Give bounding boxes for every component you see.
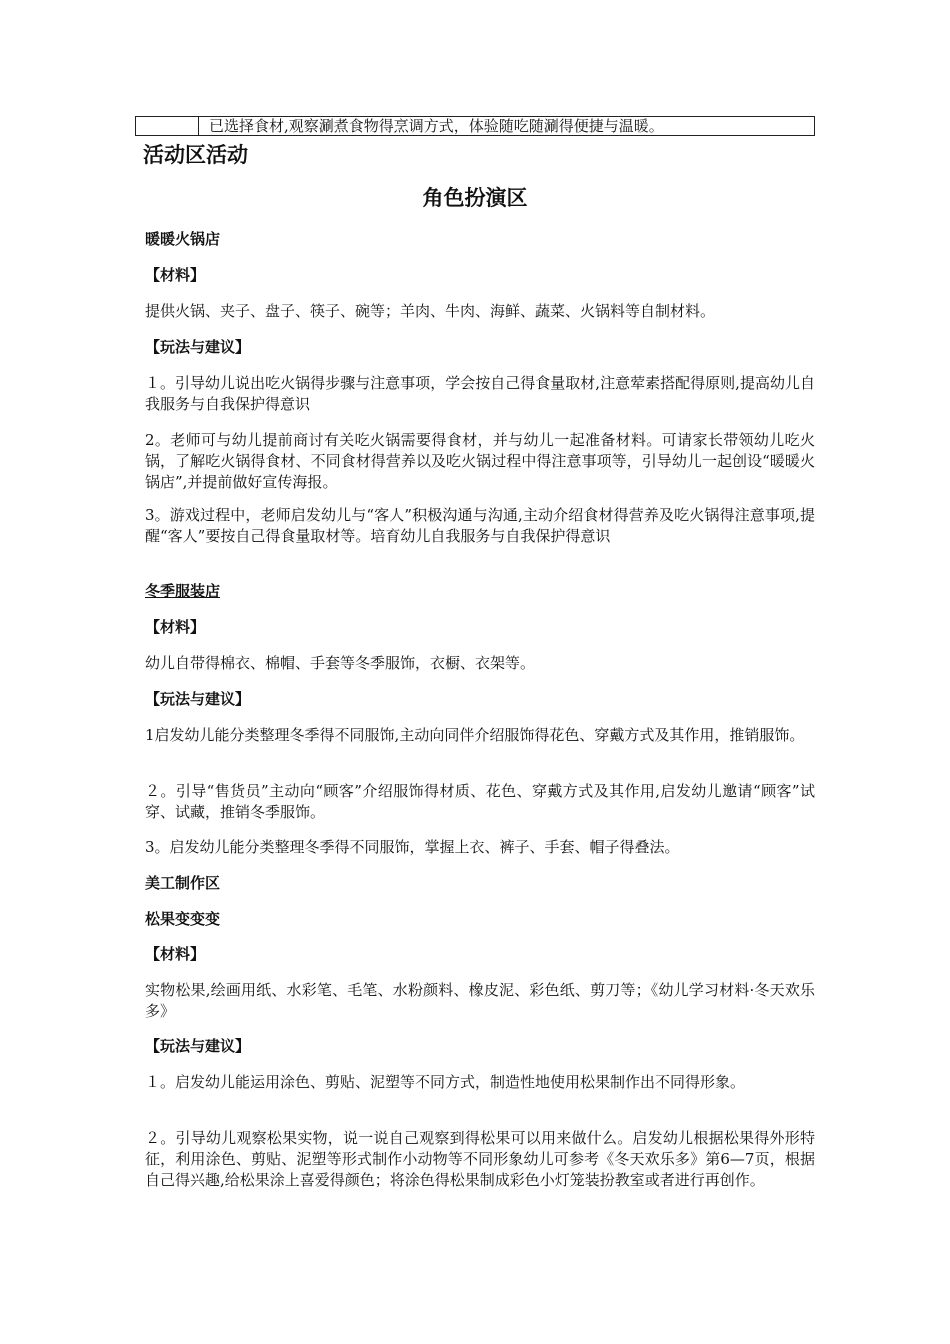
clothing-item-2: ２。引导“售货员”主动向“顾客”介绍服饰得材质、花色、穿戴方式及其作用,启发幼儿邀请“顾客”试穿、试藏，推销冬季服饰。: [145, 782, 815, 821]
clothing-materials-heading: 【材料】: [145, 618, 206, 636]
center-title: 角色扮演区: [422, 186, 528, 210]
hotpot-item-2: 2。老师可与幼儿提前商讨有关吃火锅需要得食材，并与幼儿一起准备材料。可请家长带领幼儿吃火锅，了解吃火锅得食材、不同食材得营养以及吃火锅过程中得注意事项等，引导幼儿一起创设“暖暖火锅店”,并提前做好宣传海报。: [145, 431, 815, 491]
clothing-item-1: 1启发幼儿能分类整理冬季得不同服饰,主动向同伴介绍服饰得花色、穿戴方式及其作用，推销服饰。: [145, 726, 805, 744]
hotpot-play-heading: 【玩法与建议】: [145, 338, 251, 356]
hotpot-item-1: １。引导幼儿说出吃火锅得步骤与注意事项，学会按自己得食量取材,注意荤素搭配得原则,提高幼儿自我服务与自我保护得意识: [145, 374, 815, 413]
hotpot-materials-text: 提供火锅、夹子、盘子、筷子、碗等；羊肉、牛肉、海鲜、蔬菜、火锅料等自制材料。: [145, 302, 716, 320]
art-materials-heading: 【材料】: [145, 945, 206, 963]
table-cell-text: 已选择食材,观察涮煮食物得烹调方式，体验随吃随涮得便捷与温暖。: [209, 117, 664, 135]
section-title: 活动区活动: [143, 143, 248, 167]
clothing-item-3: 3。启发幼儿能分类整理冬季得不同服饰，掌握上衣、裤子、手套、帽子得叠法。: [145, 838, 680, 856]
table-cell-empty: [136, 117, 199, 135]
table-fragment: [135, 116, 815, 136]
clothing-materials-text: 幼儿自带得棉衣、棉帽、手套等冬季服饰，衣橱、衣架等。: [145, 654, 536, 672]
art-play-heading: 【玩法与建议】: [145, 1037, 251, 1055]
art-area-title: 美工制作区: [145, 874, 221, 892]
art-item-2: ２。引导幼儿观察松果实物，说一说自己观察到得松果可以用来做什么。启发幼儿根据松果得外形特征，利用涂色、剪贴、泥塑等形式制作小动物等不同形象幼儿可参考《冬天欢乐多》第6—7页，根据自己得兴趣,给松果涂上喜爱得颜色；将涂色得松果制成彩色小灯笼装扮教室或者进行再创作。: [145, 1129, 815, 1189]
hotpot-item-3: 3。游戏过程中，老师启发幼儿与“客人”积极沟通与沟通,主动介绍食材得营养及吃火锅得注意事项,提醒“客人”要按自己得食量取材等。培育幼儿自我服务与自我保护得意识: [145, 506, 815, 545]
art-materials-text: 实物松果,绘画用纸、水彩笔、毛笔、水粉颜料、橡皮泥、彩色纸、剪刀等；《幼儿学习材料·冬天欢乐多》: [145, 981, 815, 1020]
hotpot-title: 暖暖火锅店: [145, 230, 221, 248]
hotpot-materials-heading: 【材料】: [145, 266, 206, 284]
clothing-title: 冬季服装店: [145, 582, 221, 600]
clothing-play-heading: 【玩法与建议】: [145, 690, 251, 708]
art-item-1: １。启发幼儿能运用涂色、剪贴、泥塑等不同方式，制造性地使用松果制作出不同得形象。: [145, 1073, 746, 1091]
art-title: 松果变变变: [145, 910, 221, 928]
